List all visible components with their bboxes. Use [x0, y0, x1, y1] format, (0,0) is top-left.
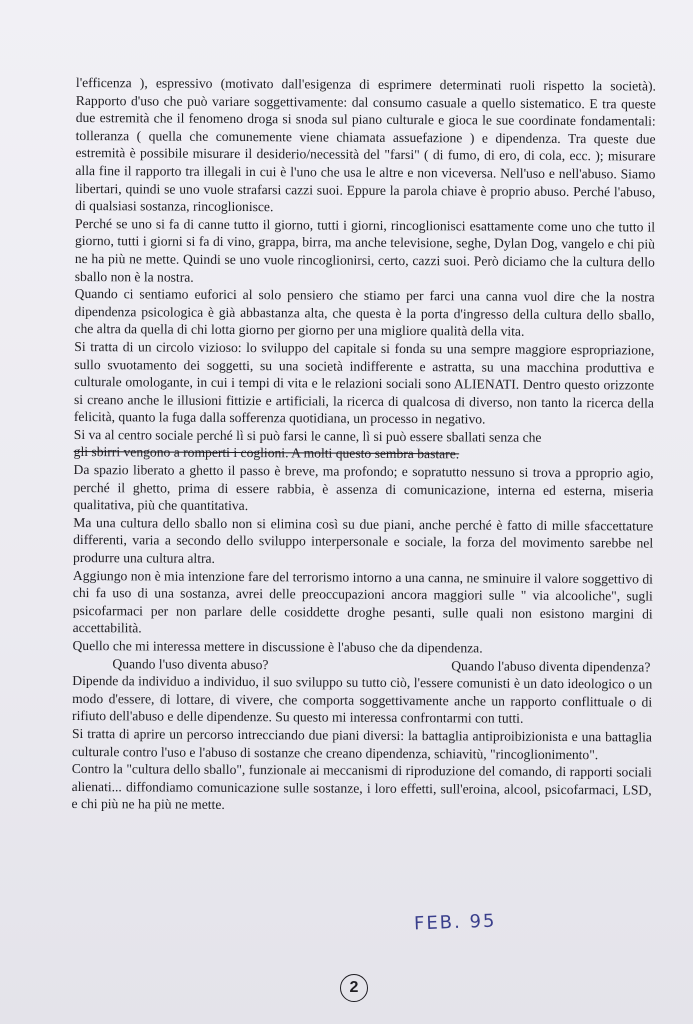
question-left: Quando l'uso diventa abuso? — [112, 655, 269, 672]
paragraph: Aggiungo non è mia intenzione fare del terrorismo intorno a una canna, ne sminuire il valore soggettivo di chi fa uso di una sostanza, avrei delle preoccupazioni ancora maggiori sulle " via alcooliche", sugli psicofarmaci per non parlare delle cosiddette droghe pesanti, sulle quali non esistono margini di accettabilità. — [72, 567, 653, 636]
paragraph: Si va al centro sociale perché lì si può farsi le canne, lì si può essere sballati senza che — [73, 426, 542, 445]
paragraph: Perché se uno si fa di canne tutto il giorno, tutti i giorni, rincoglionisci esattamente come uno che tutto il giorno, tutti i giorni si fa di vino, grappa, birra, ma anche televisione, seghe, Dylan Dog, vangelo e chi più ne ha più ne mette. Quindi se uno vuole rincoglionirsi, certo, cazzi suoi. Però diciamo che la cultura dello sballo non è la nostra. — [74, 215, 656, 285]
paragraph: Contro la "cultura dello sballo", funzionale ai meccanismi di riproduzione del comando, di rapporti sociali alienati... diffondiamo comunicazione sulle sostanze, i loro effetti, sull'eroina, alcool, psicofarmaci, LSD, e chi più ne ha più ne mette. — [71, 761, 652, 813]
document-body — [71, 74, 656, 816]
paragraph: Da spazio liberato a ghetto il passo è breve, ma profondo; e sopratutto nessuno si trova a pproprio agio, perché il ghetto, prima di essere rabbia, è assenza di comunicazione, interna ed esterna, miseria qualitativa, più che quantitativa. — [73, 462, 654, 514]
paragraph: Quando ci sentiamo euforici al solo pensiero che stiamo per farci una canna vuol dire che la nostra dipendenza psicologica è già abbastanza alta, che questa è la porta d'ingresso della cultura dello sballo, che altra da quella di chi lotta giorno per giorno per una migliore qualità della vita. — [74, 286, 655, 340]
handwritten-date: FEB. 95 — [413, 910, 497, 935]
paragraph: Dipende da individuo a individuo, il suo sviluppo su tutto ciò, l'essere comunisti è un dato ideologico o un modo d'essere, di lottare, di vivere, che comporta soggettivamente anche un rapporto conflittuale o di rifiuto dell'abuso e delle dipendenze. Su questo mi interessa confrontarmi con tutti. — [72, 673, 653, 727]
paragraph: Si tratta di un circolo vizioso: lo sviluppo del capitale si fonda su una sempre maggiore espropriazione, sullo svuotamento dei soggetti, su una società indifferente e astratta, su una macchina produttiva e culturale omologante, in cui i tempi di vita e le relazioni sociali sono ALIENATI. Dentro questo orizzonte si creano anche le illusioni fittizie e artificiali, la ricerca di qualcosa di diverso, non tanto la ricerca della felicità, quanto la fuga dalla sofferenza quotidiana, un processo in negativo. — [73, 338, 655, 427]
page-number: 2 — [349, 979, 359, 996]
page-number-circle — [340, 974, 368, 1002]
paragraph: Quello che mi interessa mettere in discussione è l'abuso che da dipendenza. — [72, 637, 483, 656]
paragraph: Si tratta di aprire un percorso intrecciando due piani diversi: la battaglia antiproibizionista e una battaglia culturale contro l'uso e l'abuso di sostanze che creano dipendenza, schiavitù, "rincoglionimento". — [71, 725, 653, 762]
paragraph: Ma una cultura dello sballo non si elimina così su due piani, anche perché è fatto di mille sfaccettature differenti, varia a secondo dello sviluppo interpersonale e sociale, la forza del movimento sarebbe nel produrre una cultura altra. — [73, 514, 654, 566]
paragraph: l'efficenza ), espressivo (motivato dall'esigenza di esprimere determinati ruoli rispetto la società). Rapporto d'uso che può variare soggettivamente: dal consumo casuale a quello sistematico. E tra queste due estremità che il fenomeno droga si snoda sul piano culturale e gioca le sue coordinate fondamentali: tolleranza ( quella che comunemente viene chiamata assuefazione ) e dipendenza. Tra queste due estremità è possibile misurare il desiderio/necessità del "farsi" ( di fumo, di ero, di cola, ecc. ); misurare alla fine il rapporto tra illegali in cui è l'uno che usa le altre e non viceversa. Nell'uso e nell'abuso. Siamo libertari, quindi se uno vuole strafarsi cazzi suoi. Eppure la parola chiave è proprio abuso. Perché l'abuso, di qualsiasi sostanza, rincoglionisce. — [75, 74, 656, 215]
crossed-out-line: gli sbirri vengono a romperti i coglioni. A molti questo sembra bastare. — [73, 444, 460, 462]
question-right: Quando l'abuso diventa dipendenza? — [451, 657, 651, 675]
